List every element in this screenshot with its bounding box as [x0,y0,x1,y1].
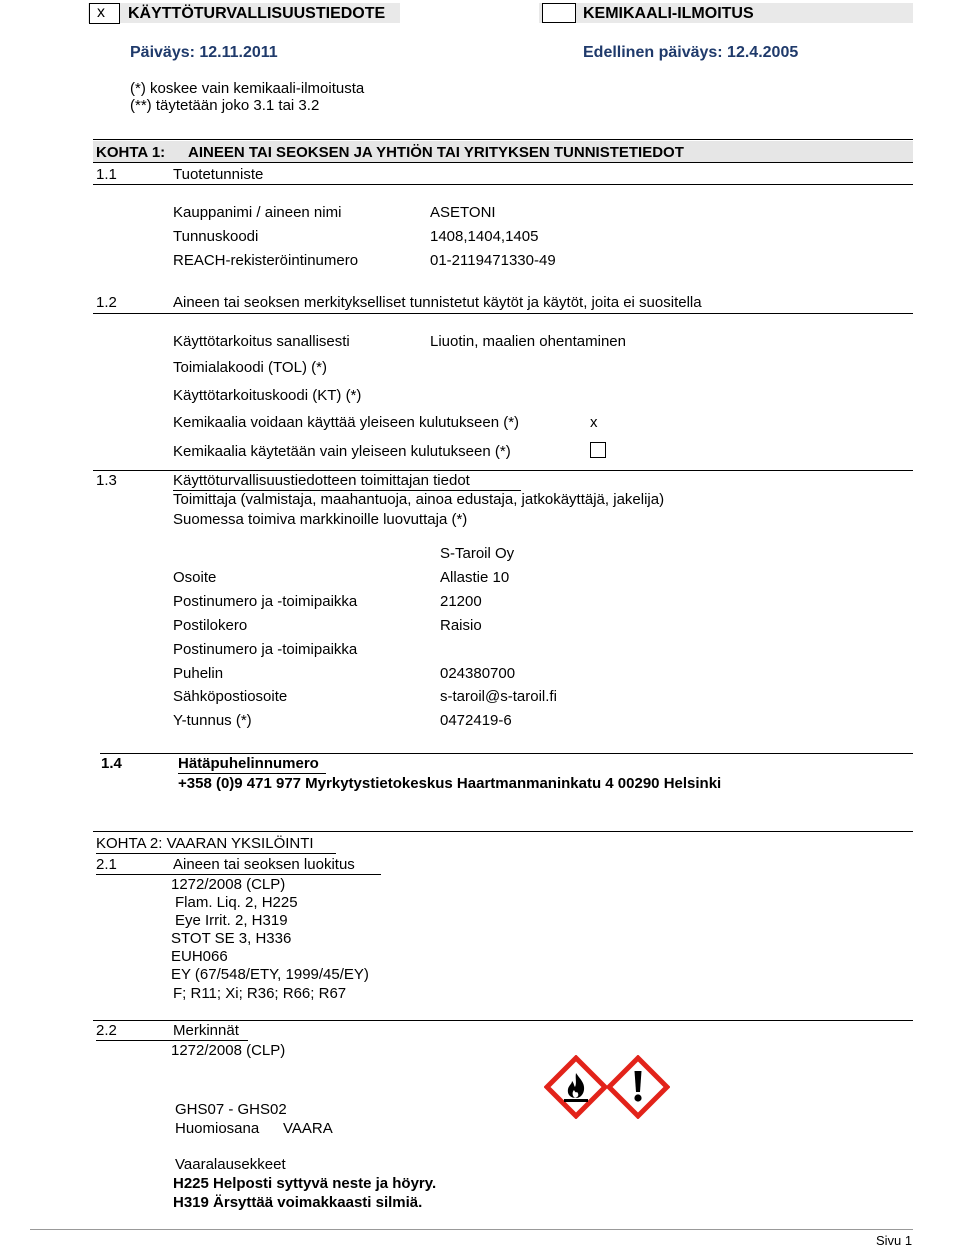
labelling-regulation: 1272/2008 (CLP) [171,1042,286,1059]
phone-value: 024380700 [440,665,516,682]
subsection-1-3-title: Käyttöturvallisuustiedotteen toimittajan tiedot [173,472,470,489]
checkbox-mark: x [97,4,105,21]
subsection-1-4-title: Hätäpuhelinnumero [178,755,319,772]
hazard-statement-h319: H319 Ärsyttää voimakkaasti silmiä. [173,1194,423,1211]
classification-line: STOT SE 3, H336 [171,930,292,947]
classification-line: Eye Irrit. 2, H319 [175,912,288,929]
supplier-line2: Suomessa toimiva markkinoille luovuttaja (*) [173,511,468,528]
section2-title: KOHTA 2: VAARAN YKSILÖINTI [96,835,314,852]
tol-label: Toimialakoodi (TOL) (*) [173,359,327,376]
consumer-only-checkbox[interactable] [590,442,606,458]
postal-value: 21200 [440,593,482,610]
footer-rule [30,1229,913,1230]
company-name: S-Taroil Oy [440,545,515,562]
subsection-rule [100,753,913,754]
hazard-statement-h225: H225 Helposti syttyvä neste ja höyry. [173,1175,437,1192]
consumer-only-label: Kemikaalia käytetään vain yleiseen kulutukseen (*) [173,443,511,460]
trade-name-value: ASETONI [430,204,496,221]
address-value: Allastie 10 [440,569,510,586]
subsection-title-underline [178,773,326,774]
doc-type-title-right: KEMIKAALI-ILMOITUS [583,5,754,22]
trade-name-label: Kauppanimi / aineen nimi [173,204,342,221]
exclamation-pictogram-icon [606,1055,670,1119]
section-rule [93,139,913,140]
subsection-rule [93,313,913,314]
note-notification: (*) koskee vain kemikaali-ilmoitusta [130,80,365,97]
subsection-title-underline [96,1040,248,1041]
subsection-1-1-number: 1.1 [96,166,117,183]
reach-value: 01-2119471330-49 [430,252,556,269]
postal2-label: Postinumero ja -toimipaikka [173,641,358,658]
subsection-2-2-number: 2.2 [96,1022,117,1039]
emergency-number: +358 (0)9 471 977 Myrkytystietokeskus Haartmanmaninkatu 4 00290 Helsinki [178,775,722,792]
identifier-label: Tunnuskoodi [173,228,259,245]
email-value[interactable]: s-taroil@s-taroil.fi [440,688,557,705]
email-label: Sähköpostiosoite [173,688,288,705]
hazard-statements-heading: Vaaralausekkeet [175,1156,286,1173]
note-fill: (**) täytetään joko 3.1 tai 3.2 [130,97,320,114]
subsection-rule [93,1020,913,1021]
subsection-1-2-title: Aineen tai seoksen merkitykselliset tunnistetut käytöt ja käytöt, joita ei suositella [173,294,702,311]
identifier-value: 1408,1404,1405 [430,228,539,245]
subsection-title-underline [96,874,381,875]
signal-word-value: VAARA [283,1120,333,1137]
issue-date: Päiväys: 12.11.2011 [130,44,278,61]
po-box-value: Raisio [440,617,482,634]
doc-type-title-left: KÄYTTÖTURVALLISUUSTIEDOTE [128,5,386,22]
classification-line: F; R11; Xi; R36; R66; R67 [173,985,347,1002]
business-id-label: Y-tunnus (*) [173,712,252,729]
subsection-2-1-title: Aineen tai seoksen luokitus [173,856,355,873]
previous-date: Edellinen päiväys: 12.4.2005 [583,44,799,61]
subsection-1-1-title: Tuotetunniste [173,166,264,183]
kt-label: Käyttötarkoituskoodi (KT) (*) [173,387,362,404]
consumer-use-mark[interactable]: x [590,414,598,431]
classification-line: EY (67/548/ETY, 1999/45/EY) [171,966,369,983]
po-box-label: Postilokero [173,617,248,634]
use-value: Liuotin, maalien ohentaminen [430,333,626,350]
subsection-2-2-title: Merkinnät [173,1022,239,1039]
address-label: Osoite [173,569,217,586]
signal-word-label: Huomiosana [175,1120,260,1137]
subsection-2-1-number: 2.1 [96,856,117,873]
ghs-codes: GHS07 - GHS02 [175,1101,287,1118]
reach-label: REACH-rekisteröintinumero [173,252,359,269]
consumer-use-label: Kemikaalia voidaan käyttää yleiseen kulutukseen (*) [173,414,520,431]
classification-line: 1272/2008 (CLP) [171,876,286,893]
subsection-1-4-number: 1.4 [101,755,122,772]
flame-pictogram-icon [544,1055,608,1119]
checkbox-chemical-notification[interactable] [542,3,576,23]
use-label: Käyttötarkoitus sanallisesti [173,333,350,350]
subsection-1-3-number: 1.3 [96,472,117,489]
classification-line: Flam. Liq. 2, H225 [175,894,298,911]
phone-label: Puhelin [173,665,224,682]
supplier-line1: Toimittaja (valmistaja, maahantuoja, ainoa edustaja, jatkokäyttäjä, jakelija) [173,491,665,508]
postal-label: Postinumero ja -toimipaikka [173,593,358,610]
section-rule [93,831,913,832]
subsection-rule [93,470,913,471]
subsection-1-2-number: 1.2 [96,294,117,311]
business-id-value: 0472419-6 [440,712,512,729]
classification-line: EUH066 [171,948,228,965]
section2-title-underline [96,853,336,854]
section1-number: KOHTA 1: [96,144,166,161]
subsection-rule [93,184,913,185]
section1-title: AINEEN TAI SEOKSEN JA YHTIÖN TAI YRITYKSEN TUNNISTETIEDOT [188,144,684,161]
page-number: Sivu 1 [876,1233,913,1248]
